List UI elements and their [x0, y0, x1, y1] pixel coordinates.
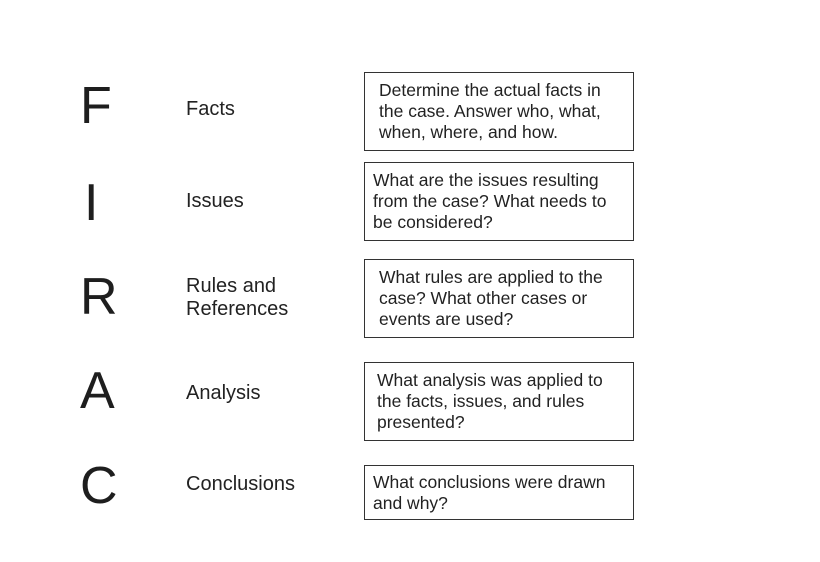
term-conclusions: Conclusions [186, 473, 295, 495]
description-box-rules [364, 259, 634, 338]
acronym-letter-a: A [80, 362, 115, 420]
description-box-facts [364, 72, 634, 151]
term-issues: Issues [186, 190, 244, 212]
description-analysis: What analysis was applied to the facts, issues, and rules presented? [377, 370, 603, 432]
acronym-letter-i: I [84, 174, 99, 232]
description-issues: What are the issues resulting from the case? What needs to be considered? [373, 170, 607, 232]
acronym-letter-r: R [80, 268, 118, 326]
description-rules: What rules are applied to the case? What other cases or events are used? [379, 267, 603, 329]
term-analysis: Analysis [186, 382, 261, 404]
acronym-letter-f: F [80, 77, 112, 135]
description-box-issues [364, 162, 634, 241]
term-rules-and-references: Rules and References [186, 275, 289, 320]
description-box-analysis [364, 362, 634, 441]
acronym-letter-c: C [80, 457, 118, 515]
description-conclusions: What conclusions were drawn and why? [373, 471, 606, 513]
description-box-conclusions [364, 465, 634, 520]
description-facts: Determine the actual facts in the case. Answer who, what, when, where, and how. [379, 80, 601, 142]
term-facts: Facts [186, 98, 235, 120]
